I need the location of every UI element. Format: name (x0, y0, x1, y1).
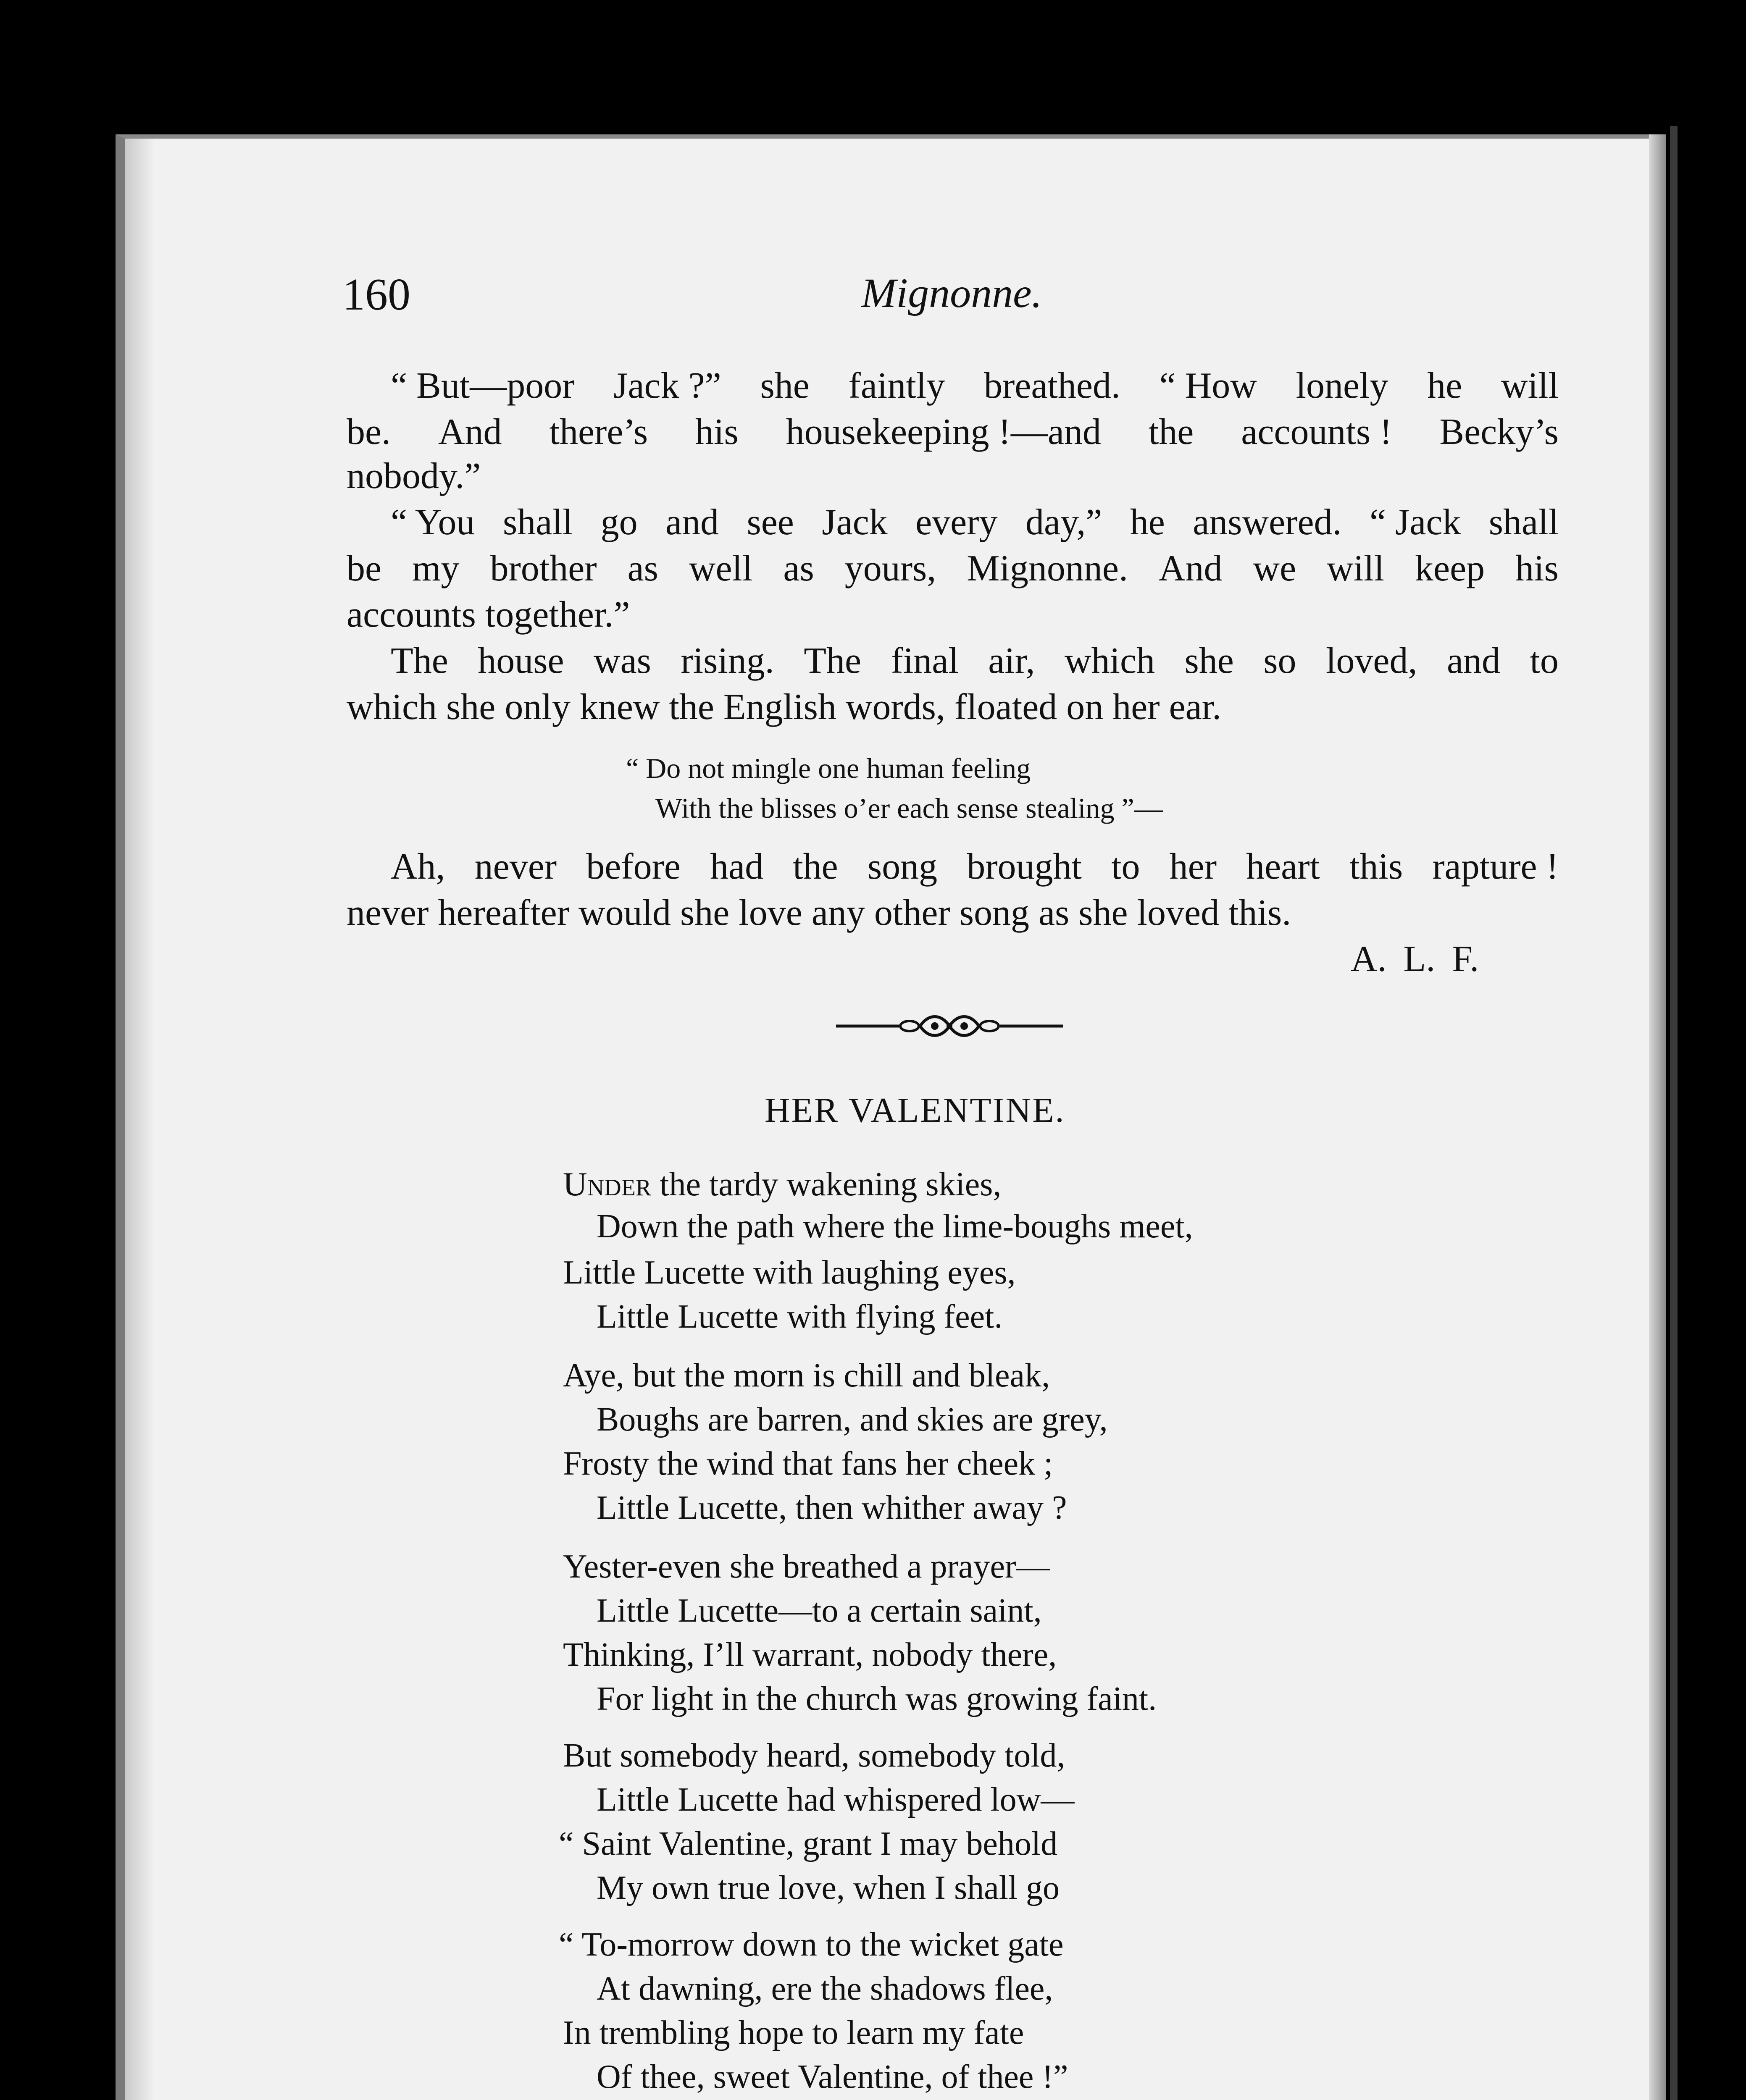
word: Becky’s (1439, 412, 1559, 452)
prose-line (347, 414, 1559, 451)
word: his (695, 412, 739, 452)
word: this (1349, 846, 1403, 887)
word: The (391, 640, 448, 681)
word: brother (490, 548, 597, 589)
word: be (347, 548, 382, 589)
page-number: 160 (342, 270, 410, 320)
word: accounts ! (1241, 412, 1392, 452)
prose-line: nobody.” (347, 456, 481, 496)
poem-line: In trembling hope to learn my fate (563, 2014, 1024, 2051)
word: “ How (1159, 365, 1257, 406)
poem-line: Frosty the wind that fans her cheek ; (563, 1445, 1053, 1482)
word: she (760, 365, 810, 406)
poem-line: Little Lucette had whispered low— (597, 1781, 1075, 1818)
word: The (804, 640, 862, 681)
word: he (1130, 502, 1165, 543)
word: before (586, 846, 681, 887)
word: was (594, 640, 651, 681)
quoted-verse-line: “ Do not mingle one human feeling (626, 752, 1031, 784)
word: his (1515, 548, 1559, 589)
word: keep (1415, 548, 1485, 589)
prose-line (391, 640, 1559, 681)
word: song (867, 846, 938, 887)
prose-line (347, 550, 1559, 587)
word: the (793, 846, 838, 887)
word: Ah, (391, 846, 445, 887)
poem-line: Little Lucette with flying feet. (597, 1298, 1003, 1335)
word: and (1446, 640, 1500, 681)
poem-line: Little Lucette, then whither away ? (597, 1489, 1067, 1526)
word: house (478, 640, 564, 681)
poem-line: Thinking, I’ll warrant, nobody there, (563, 1636, 1057, 1673)
prose-line: accounts together.” (347, 594, 630, 635)
word: had (710, 846, 764, 887)
word: “ You (391, 502, 475, 543)
word: housekeeping !—and (786, 412, 1101, 452)
word: my (412, 548, 460, 589)
word: be. (347, 412, 391, 452)
poem-line: Of thee, sweet Valentine, of thee !” (597, 2058, 1068, 2095)
word: which (1064, 640, 1155, 681)
poem-line: My own true love, when I shall go (597, 1869, 1060, 1906)
word: Jack (822, 502, 888, 543)
word: he (1427, 365, 1462, 406)
poem-title: HER VALENTINE. (765, 1091, 1065, 1130)
word: to (1111, 846, 1140, 887)
word: rapture ! (1432, 846, 1559, 887)
poem-line: “ To-morrow down to the wicket gate (559, 1926, 1064, 1963)
poem-line: Down the path where the lime-boughs meet, (597, 1208, 1193, 1245)
poem-line: Yester-even she breathed a prayer— (563, 1548, 1050, 1585)
poem-line: Aye, but the morn is chill and bleak, (563, 1357, 1050, 1394)
word: yours, (844, 548, 936, 589)
adjacent-page-edge (1670, 126, 1678, 2100)
word: final (891, 640, 959, 681)
word: brought (967, 846, 1082, 887)
word: so (1263, 640, 1296, 681)
word: answered. (1193, 502, 1342, 543)
word: well (689, 548, 753, 589)
word: day,” (1025, 502, 1102, 543)
prose-line (391, 365, 1559, 406)
word: we (1253, 548, 1296, 589)
word: loved, (1325, 640, 1417, 681)
poem-line: At dawning, ere the shadows flee, (597, 1970, 1053, 2007)
prose-line (391, 504, 1559, 541)
word: breathed. (983, 365, 1120, 406)
prose-line: which she only knew the English words, floated on her ear. (347, 687, 1222, 727)
ornament-divider-icon (836, 1011, 1063, 1041)
word: And (438, 412, 502, 452)
word: go (600, 502, 638, 543)
word: never (474, 846, 557, 887)
word: will (1327, 548, 1385, 589)
word: lonely (1296, 365, 1388, 406)
word: as (783, 548, 814, 589)
prose-line: never hereafter would she love any other song as she loved this. (347, 892, 1291, 933)
word: “ But—poor (391, 365, 575, 406)
word: faintly (848, 365, 945, 406)
word: “ Jack (1369, 502, 1461, 543)
poem-line: For light in the church was growing faint. (597, 1680, 1157, 1717)
word: And (1158, 548, 1223, 589)
word: see (747, 502, 794, 543)
poem-opening-word: Under (563, 1166, 652, 1203)
word: rising. (681, 640, 774, 681)
word: as (627, 548, 658, 589)
word: and (665, 502, 719, 543)
word: Jack ?” (613, 365, 721, 406)
running-title: Mignonne. (861, 270, 1042, 316)
poem-line: Little Lucette with laughing eyes, (563, 1254, 1016, 1291)
prose-line (391, 848, 1559, 885)
word: she (1184, 640, 1234, 681)
poem-line (563, 1166, 1001, 1204)
word: Mignonne. (967, 548, 1128, 589)
poem-line: But somebody heard, somebody told, (563, 1737, 1065, 1774)
word: her (1169, 846, 1217, 887)
word: will (1501, 365, 1559, 406)
word: every (915, 502, 998, 543)
word: shall (502, 502, 573, 543)
word: shall (1488, 502, 1559, 543)
poem-line-text: the tardy wakening skies, (651, 1166, 1002, 1203)
quoted-verse-line: With the blisses o’er each sense stealing ”— (655, 792, 1163, 824)
word: there’s (549, 412, 648, 452)
word: the (1148, 412, 1194, 452)
story-signature: A. L. F. (1351, 939, 1479, 979)
poem-line: “ Saint Valentine, grant I may behold (559, 1825, 1058, 1862)
word: to (1530, 640, 1559, 681)
word: air, (988, 640, 1035, 681)
poem-line: Little Lucette—to a certain saint, (597, 1592, 1042, 1629)
poem-line: Boughs are barren, and skies are grey, (597, 1401, 1108, 1438)
page-edge-shadow (1649, 134, 1666, 2100)
word: heart (1246, 846, 1320, 887)
